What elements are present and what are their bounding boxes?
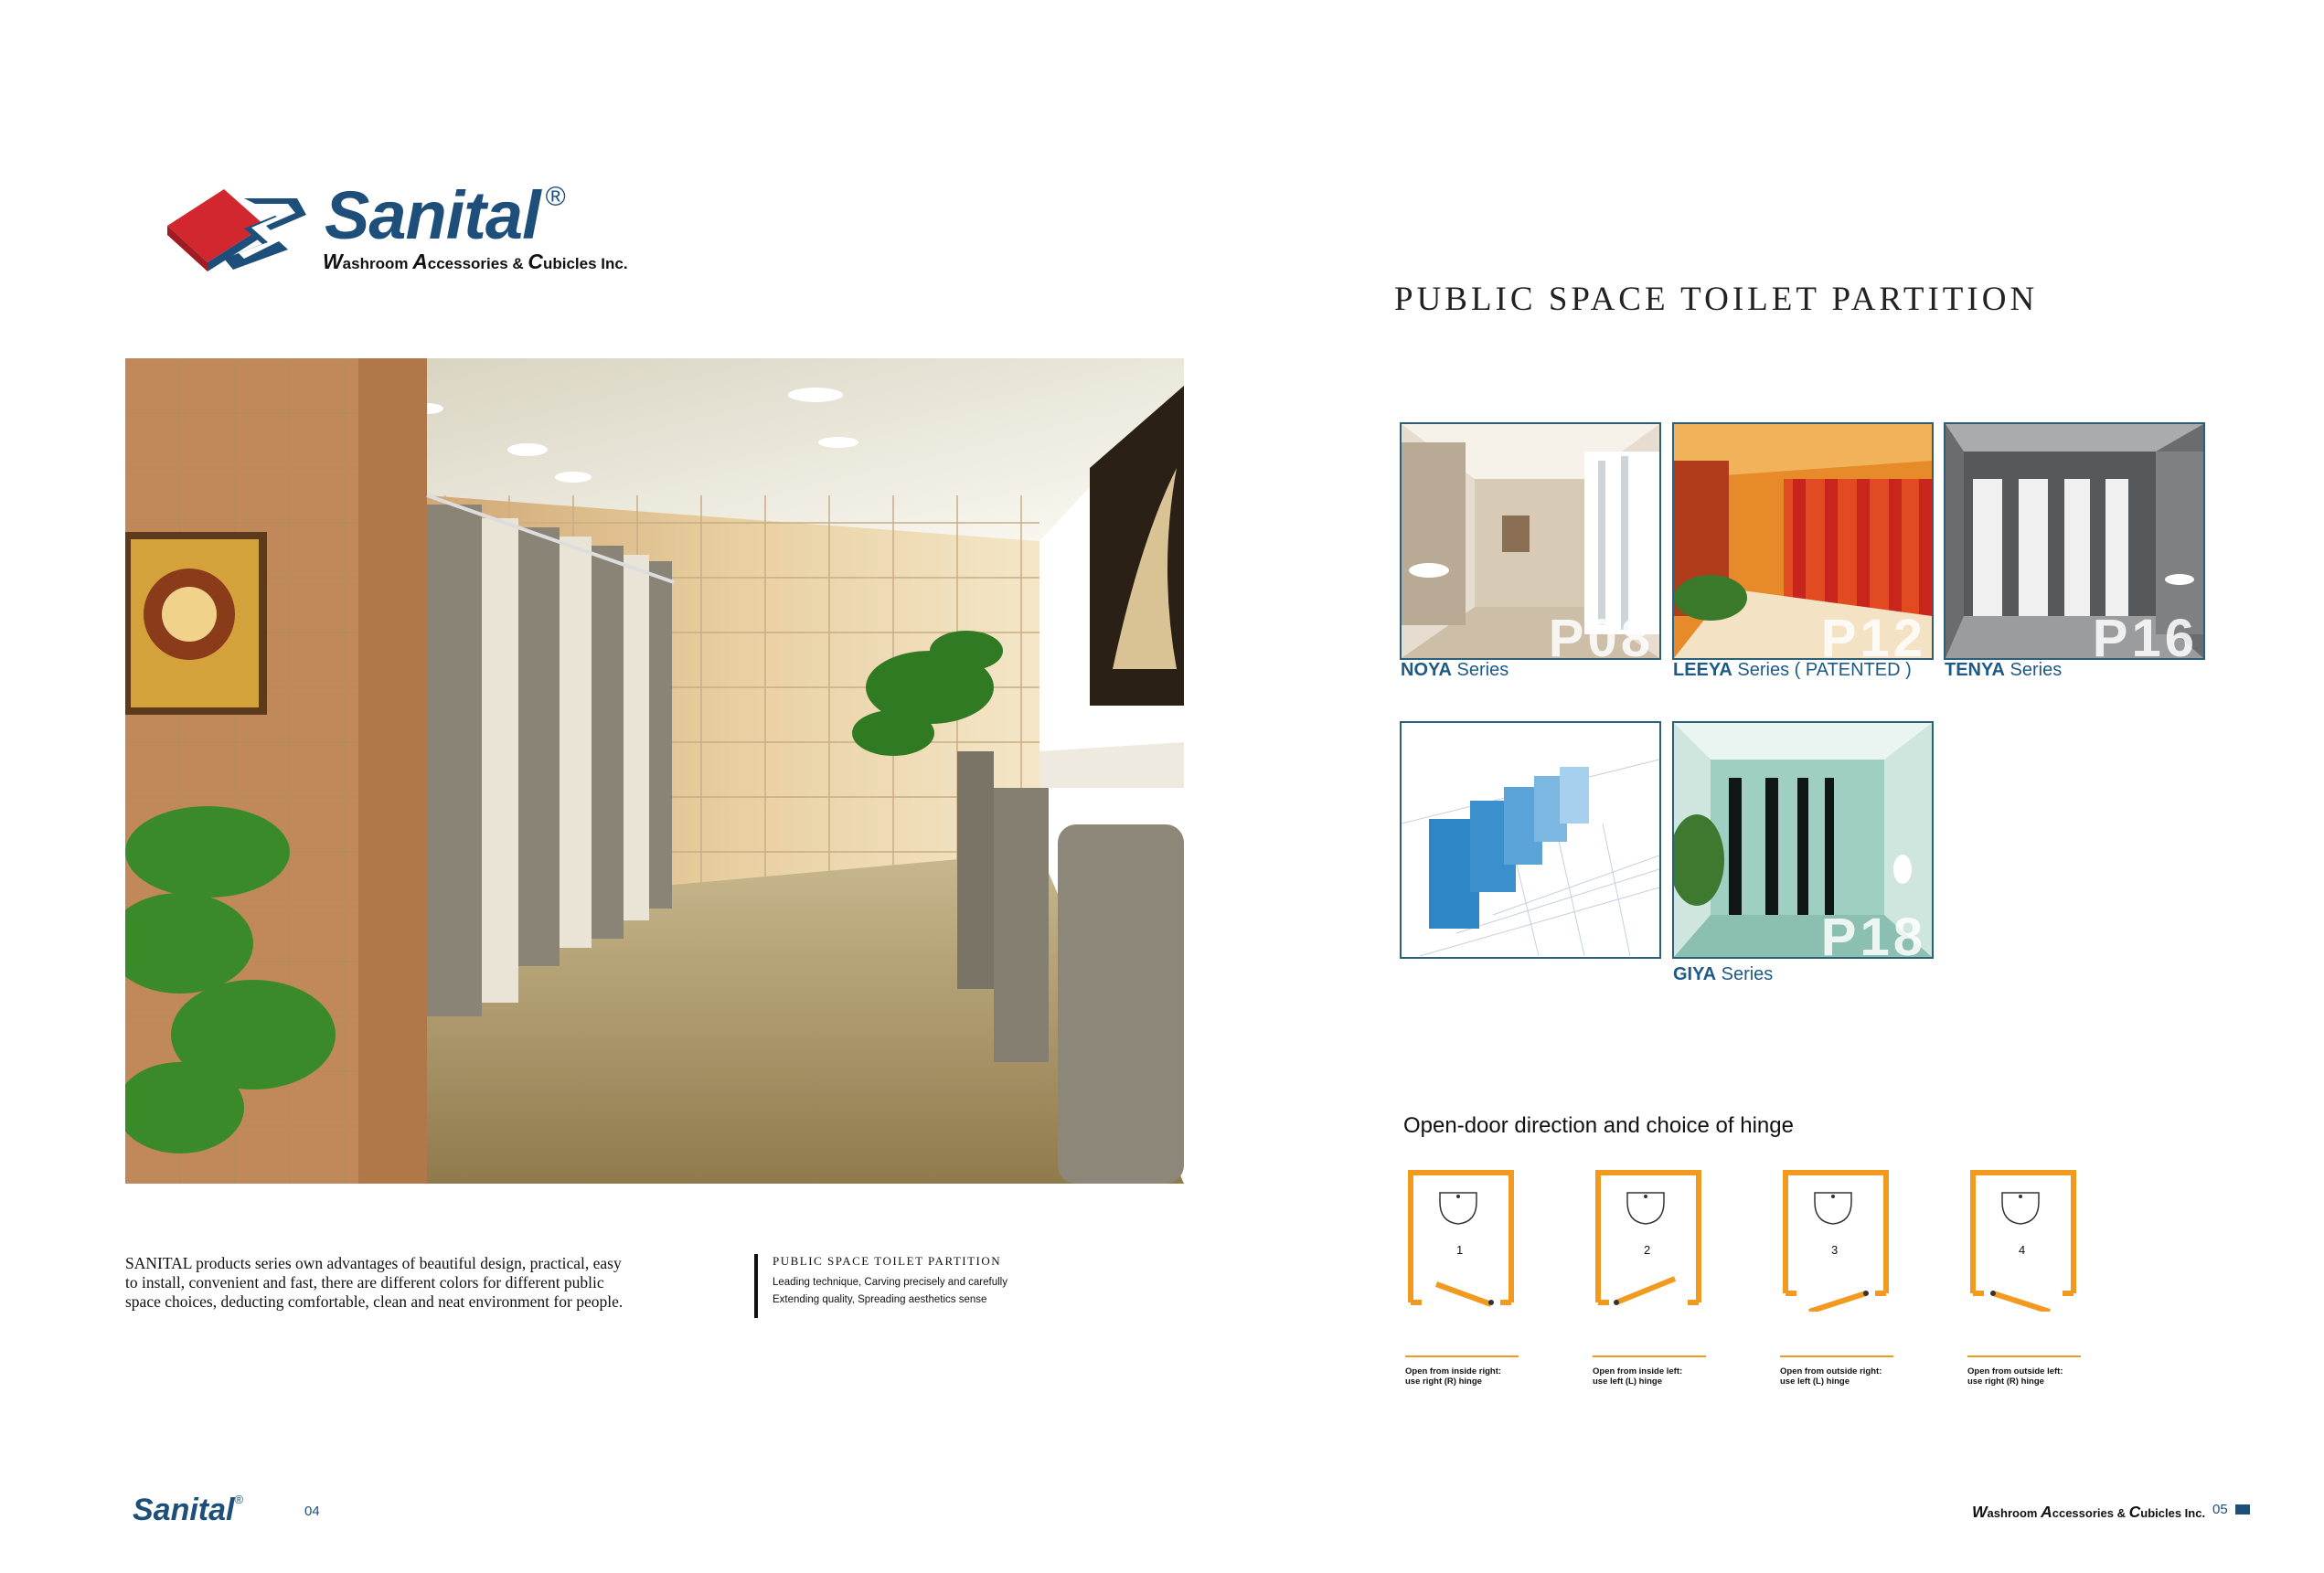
hinge-caption-line: Open from outside right:: [1780, 1366, 1882, 1376]
series-label-tenya: [1945, 660, 2062, 681]
footer-registered-mark: ®: [234, 1493, 244, 1506]
page-number-left: 04: [304, 1504, 320, 1519]
hinge-caption-rule: [1780, 1355, 1893, 1357]
tagline-part-3: ubicles Inc.: [542, 255, 628, 272]
tagline-cap-a: A: [2041, 1503, 2052, 1521]
hinge-heading: Open-door direction and choice of hinge: [1403, 1113, 1794, 1138]
page-title: PUBLIC SPACE TOILET PARTITION: [1394, 281, 2039, 318]
registered-mark: ®: [545, 182, 565, 212]
tagline-cap-a: A: [412, 250, 428, 273]
hinge-caption-4: [1967, 1366, 2063, 1387]
series-suffix: Series: [2004, 660, 2063, 680]
hero-restroom-image: [125, 358, 1184, 1184]
hinge-caption-line: use right (R) hinge: [1405, 1376, 1482, 1387]
brand-tagline: [323, 250, 628, 274]
side-note-line-2: Extending quality, Spreading aesthetics sense: [773, 1294, 987, 1305]
thumb-partition-diagram: [1400, 721, 1661, 959]
tagline-part-2: ccessories &: [427, 255, 528, 272]
series-name: TENYA: [1945, 660, 2005, 680]
tagline-part-1: ashroom: [1987, 1506, 2041, 1520]
hinge-number: 2: [1644, 1243, 1651, 1257]
hinge-option-4: [1966, 1165, 2084, 1403]
brand-name: Sanital: [325, 177, 540, 253]
hinge-caption-line: use left (L) hinge: [1780, 1376, 1850, 1387]
hinge-option-1: [1403, 1165, 1522, 1403]
series-label-leeya: [1673, 660, 1912, 681]
hinge-number: 4: [2019, 1243, 2026, 1257]
hinge-caption-1: [1405, 1366, 1501, 1387]
hinge-diagram-icon: [1591, 1165, 1710, 1312]
side-note-title: PUBLIC SPACE TOILET PARTITION: [773, 1254, 1002, 1268]
page-marker-square: [2235, 1504, 2250, 1515]
hinge-option-2: [1591, 1165, 1710, 1403]
series-code-overlay: P18: [1820, 908, 1926, 959]
footer-tagline: [1972, 1503, 2205, 1522]
hinge-option-3: [1778, 1165, 1897, 1403]
thumb-giya: [1672, 721, 1934, 959]
hinge-diagram-icon: [1403, 1165, 1522, 1312]
hinge-diagram-icon: [1778, 1165, 1897, 1312]
tagline-cap-c: C: [2128, 1503, 2141, 1521]
side-note: [754, 1254, 1138, 1318]
hinge-caption-line: use left (L) hinge: [1593, 1376, 1662, 1387]
hinge-caption-rule: [1593, 1355, 1706, 1357]
series-label-giya: [1673, 964, 1773, 985]
page-number-right: 05: [2212, 1502, 2228, 1517]
hinge-caption-2: [1593, 1366, 1682, 1387]
tagline-part-1: ashroom: [342, 255, 413, 272]
thumb-tenya: [1944, 422, 2205, 660]
brand-logo: [160, 178, 672, 283]
hinge-caption-line: Open from outside left:: [1967, 1366, 2063, 1376]
hinge-number: 1: [1456, 1243, 1464, 1257]
tagline-cap-c: C: [528, 250, 543, 273]
series-name: GIYA: [1673, 964, 1717, 984]
hinge-diagram-icon: [1966, 1165, 2084, 1312]
footer-brand-name: Sanital: [133, 1493, 235, 1527]
hinge-caption-line: Open from inside right:: [1405, 1366, 1502, 1376]
series-name: NOYA: [1401, 660, 1452, 680]
footer-brand: [133, 1493, 243, 1528]
tagline-cap-w: W: [1972, 1503, 1988, 1521]
series-label-noya: [1401, 660, 1508, 681]
series-suffix: Series: [1716, 964, 1774, 984]
series-code-overlay: P12: [1820, 609, 1926, 660]
thumb-leeya: [1672, 422, 1934, 660]
side-note-line-1: Leading technique, Carving precisely and carefully: [773, 1277, 1007, 1288]
series-name: LEEYA: [1673, 660, 1732, 680]
series-suffix: Series ( PATENTED ): [1732, 660, 1912, 680]
hinge-caption-line: Open from inside left:: [1593, 1366, 1683, 1376]
hinge-caption-3: [1780, 1366, 1882, 1387]
series-code-overlay: P16: [2092, 609, 2198, 660]
tagline-part-2: ccessories &: [2052, 1506, 2129, 1520]
sanital-logo-icon: [160, 178, 315, 283]
tagline-part-3: ubicles Inc.: [2140, 1506, 2206, 1520]
hinge-caption-rule: [1405, 1355, 1519, 1357]
description-paragraph: SANITAL products series own advantages of beautiful design, practical, easy to install, convenient and fast, there are different colors for different public space choices, deducting comfortable, clean and neat environment for people.: [125, 1254, 624, 1311]
hinge-caption-line: use right (R) hinge: [1967, 1376, 2044, 1387]
hinge-caption-rule: [1967, 1355, 2081, 1357]
tagline-cap-w: W: [323, 250, 343, 273]
series-suffix: Series: [1451, 660, 1509, 680]
hinge-number: 3: [1831, 1243, 1839, 1257]
thumb-noya: [1400, 422, 1661, 660]
series-code-overlay: P08: [1548, 609, 1654, 660]
